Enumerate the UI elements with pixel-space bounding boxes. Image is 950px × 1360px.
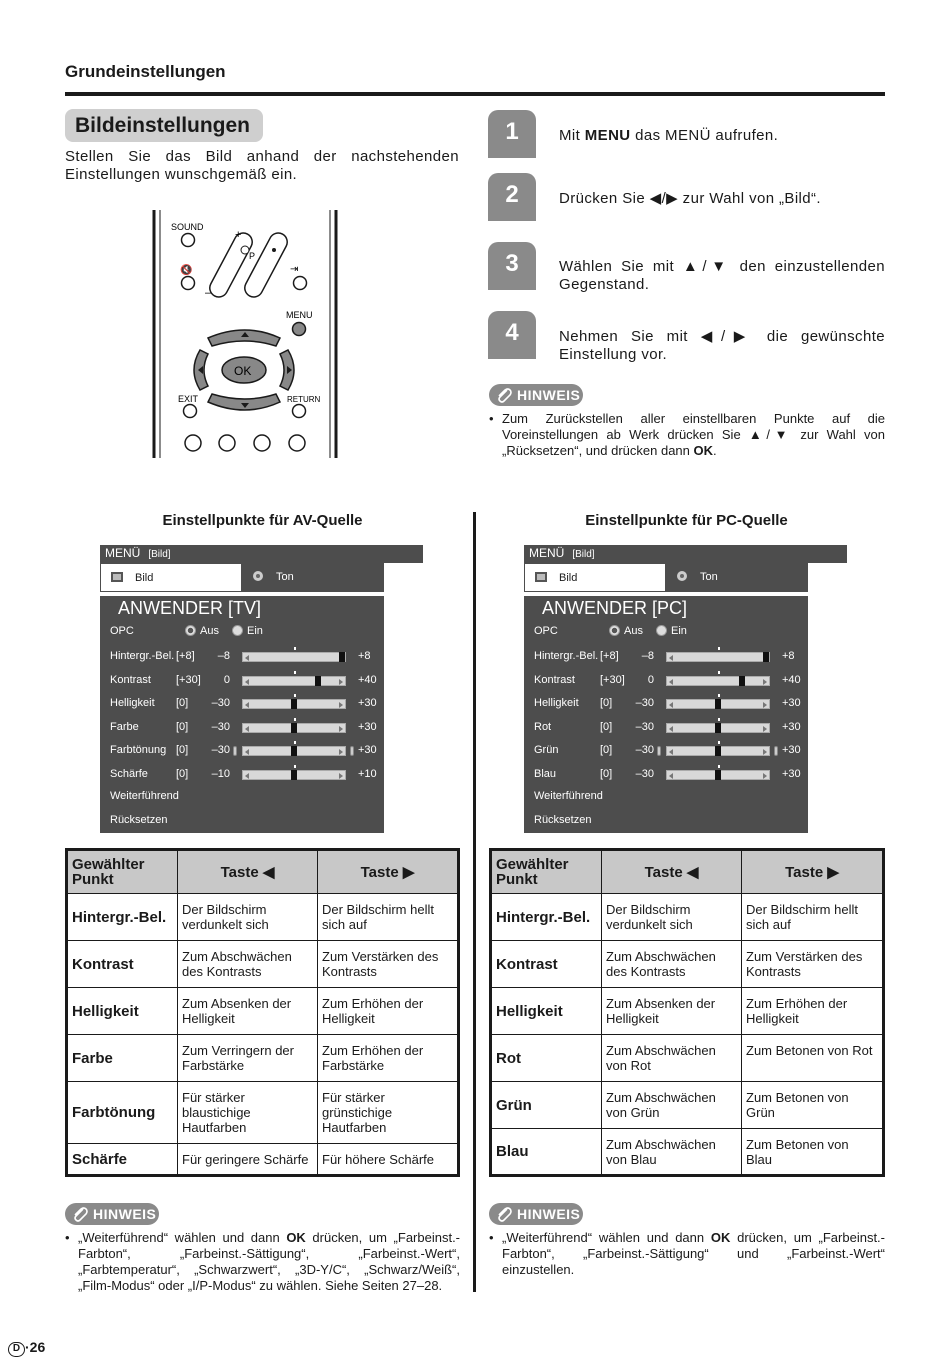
setting-value: [0]	[600, 697, 613, 710]
hinweis-badge-pc: HINWEIS	[489, 1203, 583, 1225]
pc-menu-screen	[524, 545, 849, 835]
menu-label: MENU	[286, 310, 313, 320]
setting-label: Rot	[534, 720, 552, 733]
slider-knob	[715, 699, 721, 709]
slider-knob	[715, 723, 721, 733]
setting-slider[interactable]	[242, 699, 346, 709]
setting-value: [0]	[600, 744, 613, 757]
top-note: • Zum Zurückstellen aller einstellbaren Punkte auf die Voreinstellungen ab Werk drücken Sie ▲/▼ zur Wahl von „Rücksetzen“, und drücken dann OK.	[489, 411, 885, 458]
speaker-icon	[675, 570, 689, 582]
step-text-1: Mit MENU das MENÜ aufrufen.	[559, 127, 779, 144]
column-divider	[473, 512, 476, 1292]
setting-label: Schärfe	[110, 768, 148, 780]
svg-text:–: –	[205, 287, 212, 299]
table-desc-cell: Zum Erhöhen der Farbstärke	[318, 1035, 459, 1082]
setting-label: Helligkeit	[534, 697, 579, 710]
range-min: –30	[635, 697, 654, 710]
table-desc-cell: Zum Betonen von Rot	[742, 1035, 884, 1082]
range-min: –30	[635, 744, 654, 757]
tint-end-marker	[657, 746, 661, 756]
slider-knob	[739, 676, 745, 686]
range-max: +40	[782, 673, 801, 686]
setting-value: [+30]	[176, 673, 201, 686]
pc-settings-table	[489, 848, 885, 1177]
setting-label: Helligkeit	[110, 697, 155, 710]
av-settings-table	[65, 848, 460, 1177]
table-desc-cell: Für geringere Schärfe	[178, 1144, 318, 1176]
range-min: –10	[211, 768, 230, 780]
range-max: +8	[358, 650, 371, 662]
svg-text:⇥: ⇥	[290, 264, 299, 275]
slider-knob	[715, 746, 721, 756]
table-item-cell: Kontrast	[491, 941, 602, 988]
exit-label: EXIT	[178, 394, 199, 404]
intro-text: Stellen Sie das Bild anhand der nachstehenden Einstellungen wunschgemäß ein.	[65, 148, 459, 183]
opc-ein-radio[interactable]: Ein	[656, 625, 687, 637]
svg-text:🔇: 🔇	[180, 265, 193, 276]
table-desc-cell: Für stärker blaustichige Hautfarben	[178, 1082, 318, 1144]
table-desc-cell: Zum Abschwächen des Kontrasts	[602, 941, 742, 988]
table-desc-cell: Der Bildschirm hellt sich auf	[742, 894, 884, 941]
table-item-cell: Grün	[491, 1082, 602, 1129]
av-menu-screen	[100, 545, 425, 835]
table-row	[67, 1144, 459, 1176]
menu-bar: MENÜ [Bild]	[524, 545, 847, 563]
table-row	[491, 894, 884, 941]
setting-value: [0]	[600, 720, 613, 733]
table-desc-cell: Der Bildschirm hellt sich auf	[318, 894, 459, 941]
range-max: +10	[358, 768, 377, 780]
speaker-icon	[251, 570, 265, 582]
section-title: Grundeinstellungen	[65, 62, 226, 81]
table-item-cell: Blau	[491, 1129, 602, 1176]
setting-label: Hintergr.-Bel.	[110, 650, 175, 662]
tint-end-marker	[350, 746, 354, 756]
range-min: 0	[223, 673, 230, 686]
table-desc-cell: Zum Abschwächen von Blau	[602, 1129, 742, 1176]
table-header: Taste ◀	[178, 850, 318, 894]
step-badge-3: 3	[488, 242, 536, 290]
slider-knob	[315, 676, 321, 686]
paperclip-icon	[495, 386, 513, 404]
step-badge-1: 1	[488, 110, 536, 158]
tab-ton[interactable]: Ton	[242, 563, 384, 592]
slider-knob	[339, 652, 345, 662]
reset-item[interactable]: Rücksetzen	[534, 814, 592, 826]
setting-slider[interactable]	[666, 770, 770, 780]
table-desc-cell: Für höhere Schärfe	[318, 1144, 459, 1176]
table-row	[491, 1035, 884, 1082]
setting-value: [+30]	[600, 673, 625, 686]
tab-bild[interactable]: Bild	[524, 563, 666, 592]
menu-panel	[100, 596, 384, 833]
setting-slider[interactable]	[242, 746, 346, 756]
table-row	[67, 1035, 459, 1082]
table-desc-cell: Zum Absenken der Helligkeit	[602, 988, 742, 1035]
sound-label: SOUND	[171, 222, 204, 232]
table-item-cell: Hintergr.-Bel.	[491, 894, 602, 941]
table-item-cell: Helligkeit	[67, 988, 178, 1035]
setting-slider[interactable]	[666, 723, 770, 733]
table-header: Gewählter Punkt	[67, 850, 178, 894]
range-max: +30	[358, 720, 377, 733]
table-item-cell: Hintergr.-Bel.	[67, 894, 178, 941]
table-desc-cell: Zum Betonen von Grün	[742, 1082, 884, 1129]
table-desc-cell: Der Bildschirm verdunkelt sich	[178, 894, 318, 941]
pc-note: • „Weiterführend“ wählen und dann OK drücken, um „Farbeinst.-Farbton“, „Farbeinst.-Sättigung“ und „Farbeinst.-Wert“ einzustellen.	[489, 1230, 885, 1277]
table-item-cell: Helligkeit	[491, 988, 602, 1035]
setting-label: Blau	[534, 768, 557, 780]
table-desc-cell: Zum Abschwächen von Grün	[602, 1082, 742, 1129]
av-note: • „Weiterführend“ wählen und dann OK drücken, um „Farbeinst.-Farbton“, „Farbeinst.-Sättigung“, „Farbeinst.-Wert“, „Farbtemperatur“, „Schwarzwert“, „3D-Y/C“, „Schwarz/Weiß“, „Film-Modus“ oder „I/P-Modus“ zu wählen. Siehe Seiten 27–28.	[65, 1230, 461, 1293]
setting-slider[interactable]	[666, 676, 770, 686]
picture-icon	[110, 571, 124, 583]
table-item-cell: Farbtönung	[67, 1082, 178, 1144]
range-min: 0	[647, 673, 654, 686]
range-max: +40	[358, 673, 377, 686]
svg-text:+: +	[235, 229, 242, 241]
hinweis-badge-top: HINWEIS	[489, 384, 583, 406]
range-min: –30	[635, 720, 654, 733]
pc-column-title: Einstellpunkte für PC-Quelle	[585, 512, 788, 529]
table-row	[491, 1129, 884, 1176]
setting-slider[interactable]	[666, 699, 770, 709]
setting-slider[interactable]	[666, 746, 770, 756]
table-desc-cell: Zum Erhöhen der Helligkeit	[318, 988, 459, 1035]
step-badge-2: 2	[488, 173, 536, 221]
range-min: –8	[641, 650, 654, 662]
remote-control-illustration	[150, 210, 340, 460]
table-row	[491, 988, 884, 1035]
opc-aus-radio[interactable]: Aus	[185, 625, 219, 637]
setting-value: [0]	[176, 744, 189, 757]
tab-bild[interactable]: Bild	[100, 563, 242, 592]
setting-label: Farbtönung	[110, 744, 167, 757]
table-desc-cell: Für stärker grünstichige Hautfarben	[318, 1082, 459, 1144]
step-badge-4: 4	[488, 311, 536, 359]
table-desc-cell: Zum Erhöhen der Helligkeit	[742, 988, 884, 1035]
slider-knob	[715, 770, 721, 780]
setting-slider[interactable]	[242, 676, 346, 686]
range-min: –8	[217, 650, 230, 662]
tab-ton[interactable]: Ton	[666, 563, 808, 592]
table-header: Taste ◀	[602, 850, 742, 894]
opc-ein-radio[interactable]: Ein	[232, 625, 263, 637]
range-min: –30	[211, 697, 230, 710]
setting-label: Hintergr.-Bel.	[534, 650, 599, 662]
table-desc-cell: Zum Absenken der Helligkeit	[178, 988, 318, 1035]
tint-end-marker	[233, 746, 237, 756]
table-item-cell: Schärfe	[67, 1144, 178, 1176]
step-text-4: Nehmen Sie mit ◀/▶ die gewünschte Einstellung vor.	[559, 328, 885, 363]
table-desc-cell: Zum Verstärken des Kontrasts	[318, 941, 459, 988]
range-max: +30	[358, 697, 377, 710]
range-max: +30	[782, 720, 801, 733]
setting-value: [0]	[176, 697, 189, 710]
range-min: –30	[211, 720, 230, 733]
slider-knob	[291, 723, 297, 733]
ok-label: OK	[234, 364, 252, 378]
header-rule	[65, 92, 885, 96]
table-desc-cell: Zum Abschwächen des Kontrasts	[178, 941, 318, 988]
table-desc-cell: Der Bildschirm verdunkelt sich	[602, 894, 742, 941]
table-desc-cell: Zum Verstärken des Kontrasts	[742, 941, 884, 988]
setting-slider[interactable]	[242, 723, 346, 733]
paperclip-icon	[495, 1205, 513, 1223]
table-item-cell: Rot	[491, 1035, 602, 1082]
menu-panel	[524, 596, 808, 833]
table-row	[67, 1082, 459, 1144]
setting-slider[interactable]	[242, 770, 346, 780]
table-item-cell: Farbe	[67, 1035, 178, 1082]
table-desc-cell: Zum Verringern der Farbstärke	[178, 1035, 318, 1082]
table-desc-cell: Zum Betonen von Blau	[742, 1129, 884, 1176]
setting-value: [0]	[176, 720, 189, 733]
picture-icon	[534, 571, 548, 583]
setting-label: Grün	[534, 744, 559, 757]
table-row	[67, 894, 459, 941]
setting-value: [+8]	[176, 650, 195, 662]
table-item-cell: Kontrast	[67, 941, 178, 988]
more-settings-item[interactable]: Weiterführend	[110, 790, 179, 802]
opc-label: OPC	[110, 625, 134, 637]
range-max: +30	[782, 697, 801, 710]
range-max: +30	[358, 744, 377, 757]
setting-value: [0]	[600, 768, 613, 780]
tint-end-marker	[774, 746, 778, 756]
menu-bar: MENÜ [Bild]	[100, 545, 423, 563]
table-row	[491, 941, 884, 988]
setting-slider[interactable]	[242, 652, 346, 662]
setting-value: [+8]	[600, 650, 619, 662]
hinweis-badge-av: HINWEIS	[65, 1203, 159, 1225]
setting-label: Kontrast	[110, 673, 151, 686]
slider-knob	[763, 652, 769, 662]
range-min: –30	[635, 768, 654, 780]
page-title: Bildeinstellungen	[65, 109, 263, 142]
page-number: D ·26	[8, 1339, 45, 1357]
reset-item[interactable]: Rücksetzen	[110, 814, 168, 826]
range-max: +30	[782, 768, 801, 780]
panel-title: ANWENDER [TV]	[118, 598, 262, 618]
return-label: RETURN	[287, 395, 321, 404]
paperclip-icon	[71, 1205, 89, 1223]
opc-label: OPC	[534, 625, 558, 637]
slider-knob	[291, 770, 297, 780]
range-max: +8	[782, 650, 795, 662]
range-max: +30	[782, 744, 801, 757]
setting-label: Farbe	[110, 720, 139, 733]
setting-slider[interactable]	[666, 652, 770, 662]
slider-knob	[291, 699, 297, 709]
more-settings-item[interactable]: Weiterführend	[534, 790, 603, 802]
step-text-3: Wählen Sie mit ▲/▼ den einzustellenden Gegenstand.	[559, 258, 885, 293]
table-row	[67, 941, 459, 988]
step-text-2: Drücken Sie ◀/▶ zur Wahl von „Bild“.	[559, 190, 821, 207]
slider-knob	[291, 746, 297, 756]
range-min: –30	[211, 744, 230, 757]
table-row	[491, 1082, 884, 1129]
table-row	[67, 988, 459, 1035]
av-column-title: Einstellpunkte für AV-Quelle	[162, 512, 363, 529]
opc-aus-radio[interactable]: Aus	[609, 625, 643, 637]
table-header: Gewählter Punkt	[491, 850, 602, 894]
panel-title: ANWENDER [PC]	[542, 598, 688, 618]
table-header: Taste ▶	[742, 850, 884, 894]
setting-value: [0]	[176, 768, 189, 780]
setting-label: Kontrast	[534, 673, 575, 686]
table-header: Taste ▶	[318, 850, 459, 894]
svg-text:P: P	[249, 251, 256, 261]
table-desc-cell: Zum Abschwächen von Rot	[602, 1035, 742, 1082]
